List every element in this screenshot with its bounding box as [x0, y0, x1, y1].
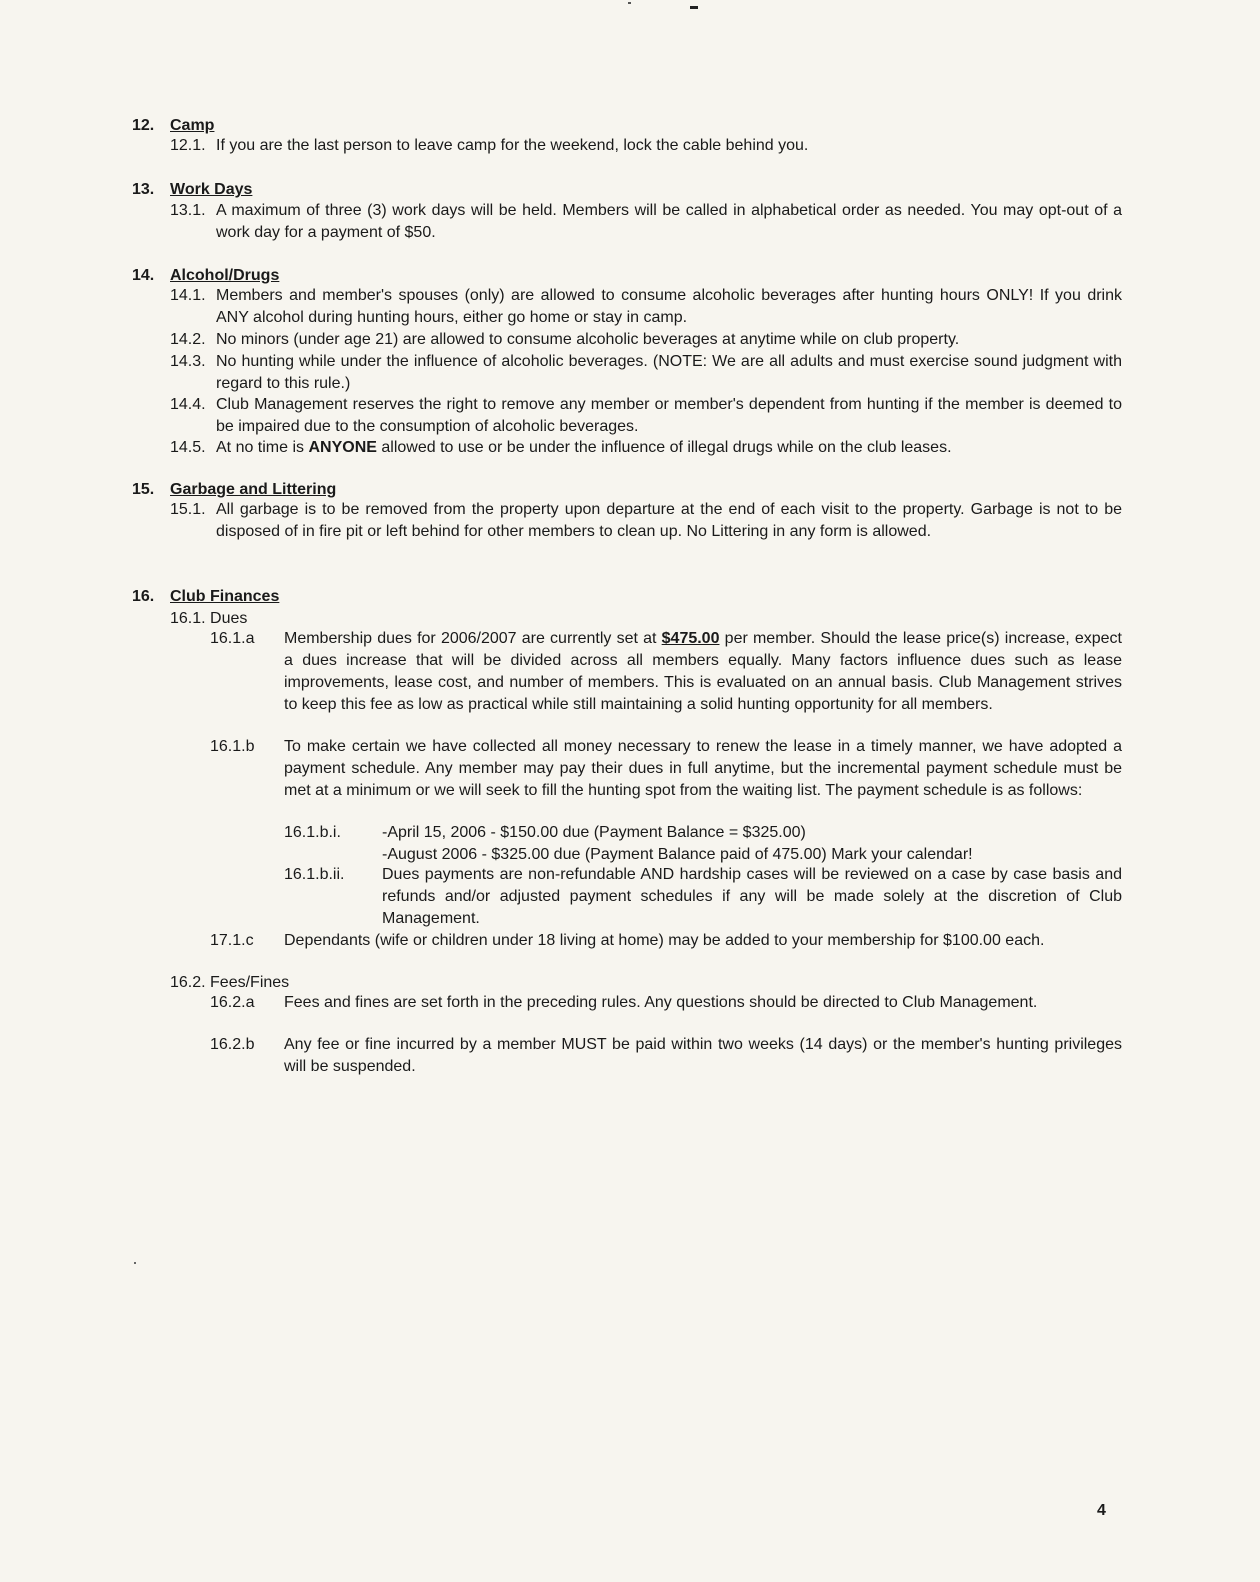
- rule-item: [170, 394, 1122, 438]
- rule-text: Fees and fines are set forth in the preceding rules. Any questions should be directed to Club Management.: [284, 994, 1038, 1011]
- rule-text: Dues payments are non-refundable AND hardship cases will be reviewed on a case by case basis and refunds and/or adjusted payment schedules if any will be made solely at the discretion of Club Management.: [382, 866, 1122, 927]
- rule-number: 16.2.a: [210, 994, 255, 1011]
- rule-text: [216, 437, 1122, 459]
- rule-number: 14.2.: [170, 331, 206, 348]
- dependants-rule: [210, 930, 1122, 952]
- schedule-line-april: -April 15, 2006 - $150.00 due (Payment Balance = $325.00): [382, 824, 806, 841]
- dues-rule-b: [210, 736, 1122, 802]
- rule-text: No hunting while under the influence of alcoholic beverages. (NOTE: We are all adults and must exercise sound judgment with regard to this rule.): [216, 353, 1122, 392]
- rule-text-part: At no time is: [216, 439, 309, 456]
- schedule-lines: [382, 822, 1122, 866]
- rule-item: [170, 200, 1122, 244]
- section-number: 14.: [132, 267, 155, 284]
- rule-text: All garbage is to be removed from the property upon departure at the end of each visit to the property. Garbage is not to be disposed of in fire pit or left behind for other members to clean up. No Littering in any form is allowed.: [216, 501, 1122, 540]
- section-number: 13.: [132, 181, 155, 198]
- rule-number: 16.1.b: [210, 738, 255, 755]
- dues-label: 16.1. Dues: [170, 610, 248, 627]
- rule-number: 16.1.a: [210, 630, 255, 647]
- fees-label: 16.2. Fees/Fines: [170, 974, 290, 991]
- rule-number: 13.1.: [170, 202, 206, 219]
- rule-text: [284, 628, 1122, 716]
- section-heading: Alcohol/Drugs: [170, 267, 280, 284]
- rule-number: 16.1.b.ii.: [284, 866, 345, 883]
- rule-text-part: Membership dues for 2006/2007 are currently set at: [284, 630, 662, 647]
- rule-number: 16.1.b.i.: [284, 824, 341, 841]
- rule-text-part: allowed to use or be under the influence of illegal drugs while on the club leases.: [376, 439, 952, 456]
- rule-item: [170, 351, 1122, 395]
- rule-text-part: per member. Should the lease price(s) increase, expect a dues increase that will be divided across all members equally. Many factors influence dues such as lease improvements, lease cost, and number of members. This is evaluated on an annual basis. Club Management strives to keep this fee as low as practical while still maintaining a solid hunting opportunity for all members.: [284, 630, 1122, 713]
- rule-item: [170, 499, 1122, 543]
- dues-rule-a: [210, 628, 1122, 716]
- section-number: 15.: [132, 481, 155, 498]
- rule-text: Club Management reserves the right to remove any member or member's dependent from hunting if the member is deemed to be impaired due to the consumption of alcoholic beverages.: [216, 396, 1122, 435]
- rule-item: [170, 329, 1122, 351]
- scan-mark: [628, 2, 631, 4]
- refund-policy: [284, 864, 1122, 930]
- rule-text: Dependants (wife or children under 18 living at home) may be added to your membership for $100.00 each.: [284, 932, 1045, 949]
- rule-text: No minors (under age 21) are allowed to consume alcoholic beverages at anytime while on club property.: [216, 331, 960, 348]
- rule-text: To make certain we have collected all money necessary to renew the lease in a timely manner, we have adopted a payment schedule. Any member may pay their dues in full anytime, but the incremental payment schedule must be met at a minimum or we will seek to fill the hunting spot from the waiting list. The payment schedule is as follows:: [284, 738, 1122, 799]
- section-heading: Camp: [170, 117, 215, 134]
- rule-text: Any fee or fine incurred by a member MUST be paid within two weeks (14 days) or the member's hunting privileges will be suspended.: [284, 1036, 1122, 1075]
- section-heading: Work Days: [170, 181, 253, 198]
- scan-speck: [134, 1262, 136, 1264]
- fees-rule-a: [210, 992, 1122, 1014]
- rule-text: If you are the last person to leave camp for the weekend, lock the cable behind you.: [216, 137, 809, 154]
- schedule-line-august: -August 2006 - $325.00 due (Payment Balance paid of 475.00) Mark your calendar!: [382, 846, 973, 863]
- rule-item: [170, 285, 1122, 329]
- rule-number: 15.1.: [170, 501, 206, 518]
- rule-number: 12.1.: [170, 137, 206, 154]
- rule-number: 16.2.b: [210, 1036, 255, 1053]
- scan-mark: [690, 6, 698, 9]
- fees-subheading: [170, 972, 1122, 994]
- payment-schedule: [284, 822, 1122, 866]
- rule-number: 14.4.: [170, 396, 206, 413]
- rule-text: A maximum of three (3) work days will be held. Members will be called in alphabetical order as needed. You may opt-out of a work day for a payment of $50.: [216, 202, 1122, 241]
- rule-number: 14.5.: [170, 439, 206, 456]
- dues-amount: $475.00: [661, 630, 720, 647]
- section-heading: Garbage and Littering: [170, 481, 337, 498]
- rule-number: 17.1.c: [210, 932, 254, 949]
- fees-rule-b: [210, 1034, 1122, 1078]
- emphasis-anyone: ANYONE: [308, 439, 377, 456]
- rule-number: 14.1.: [170, 287, 206, 304]
- rule-number: 14.3.: [170, 353, 206, 370]
- rule-text: Members and member's spouses (only) are allowed to consume alcoholic beverages after hunting hours ONLY! If you drink ANY alcohol during hunting hours, either go home or stay in camp.: [216, 287, 1122, 326]
- section-number: 16.: [132, 588, 155, 605]
- dues-subheading: [170, 608, 1122, 630]
- section-number: 12.: [132, 117, 155, 134]
- rule-item: [170, 135, 1122, 157]
- rule-item: [170, 437, 1122, 459]
- section-heading: Club Finances: [170, 588, 280, 605]
- page-number: 4: [1097, 1502, 1106, 1519]
